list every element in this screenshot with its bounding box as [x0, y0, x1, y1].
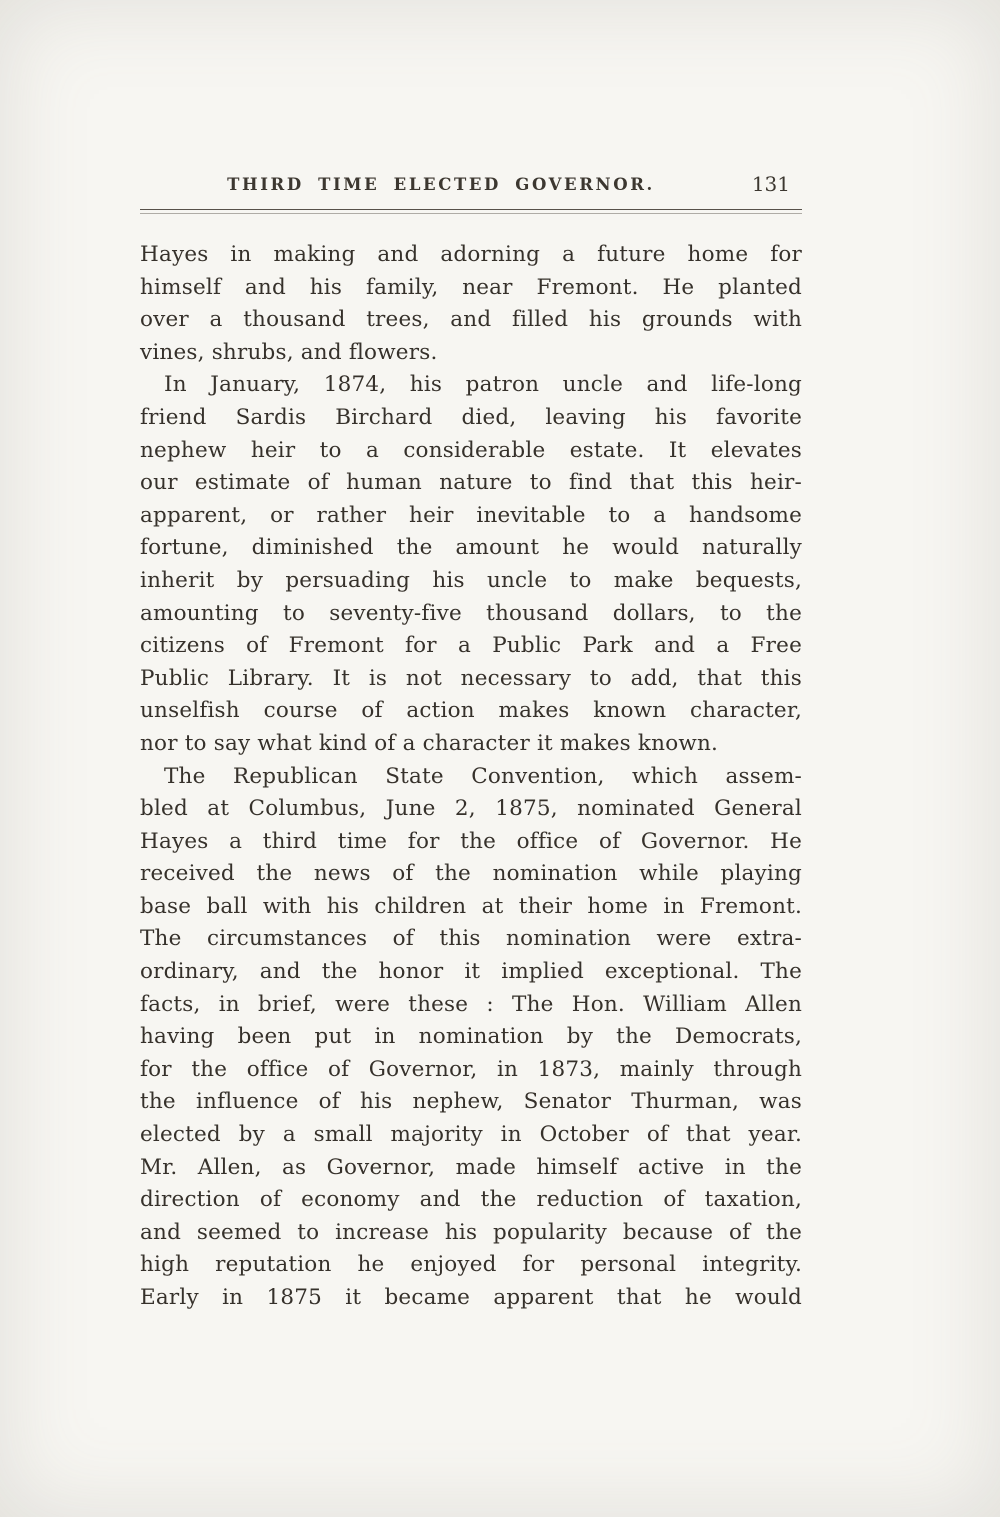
text-line: facts, in brief, were these : The Hon. William Allen [140, 991, 802, 1017]
text-line: direction of economy and the reduction of taxation, [140, 1187, 802, 1213]
text-line: over a thousand trees, and filled his grounds with [140, 307, 802, 333]
text-line: inherit by persuading his uncle to make bequests, [140, 567, 802, 593]
text-line: and seemed to increase his popularity because of the [140, 1219, 802, 1245]
text-line: having been put in nomination by the Democrats, [140, 1024, 802, 1050]
running-title: THIRD TIME ELECTED GOVERNOR. [227, 175, 655, 194]
page-body [140, 239, 802, 1315]
header-rule [140, 209, 802, 214]
text-line: The Republican State Convention, which assem- [164, 763, 802, 789]
text-line: vines, shrubs, and flowers. [140, 339, 438, 365]
text-line: Early in 1875 it became apparent that he would [140, 1285, 802, 1310]
text-line: amounting to seventy-five thousand dollars, to the [140, 600, 802, 626]
text-line: elected by a small majority in October of that year. [140, 1122, 802, 1148]
text-line: citizens of Fremont for a Public Park and a Free [140, 633, 802, 659]
text-line: for the office of Governor, in 1873, mainly through [140, 1056, 802, 1082]
text-line: bled at Columbus, June 2, 1875, nominated General [140, 796, 802, 822]
text-line: Hayes a third time for the office of Governor. He [140, 828, 802, 854]
text-line: unselfish course of action makes known character, [140, 698, 802, 724]
text-line: fortune, diminished the amount he would naturally [140, 535, 802, 561]
text-line: apparent, or rather heir inevitable to a handsome [140, 502, 802, 528]
text-line: friend Sardis Birchard died, leaving his favorite [140, 404, 802, 430]
paragraph [140, 761, 802, 1315]
text-line: nor to say what kind of a character it makes known. [140, 730, 719, 756]
text-line: Hayes in making and adorning a future home for [140, 242, 802, 267]
text-line: Mr. Allen, as Governor, made himself active in the [140, 1154, 802, 1180]
page-header [140, 172, 802, 202]
text-line: ordinary, and the honor it implied exceptional. The [140, 959, 802, 985]
text-line: In January, 1874, his patron uncle and life-long [164, 372, 802, 398]
text-line: himself and his family, near Fremont. He planted [140, 274, 802, 300]
page-number: 131 [751, 172, 790, 196]
text-line: high reputation he enjoyed for personal integrity. [140, 1252, 802, 1278]
text-line: our estimate of human nature to find that this heir- [140, 470, 802, 496]
paragraph [140, 369, 802, 760]
text-line: the influence of his nephew, Senator Thurman, was [140, 1089, 802, 1115]
text-line: nephew heir to a considerable estate. It elevates [140, 437, 802, 463]
text-line: base ball with his children at their home in Fremont. [140, 893, 802, 919]
text-line: received the news of the nomination while playing [140, 861, 802, 887]
paragraph [140, 239, 802, 369]
text-line: Public Library. It is not necessary to add, that this [140, 665, 802, 691]
text-line: The circumstances of this nomination were extra- [140, 926, 802, 952]
